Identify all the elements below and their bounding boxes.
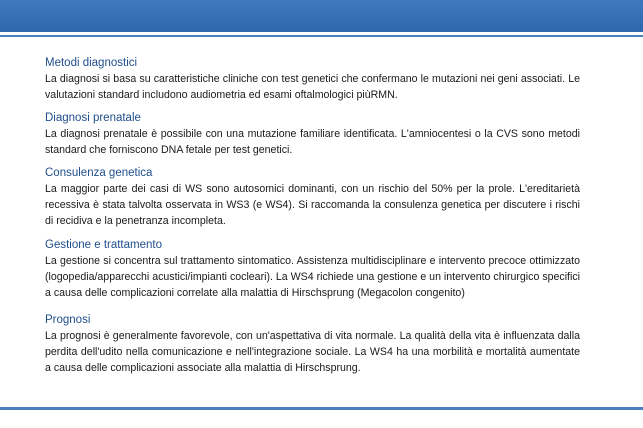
footer-divider <box>0 407 643 410</box>
header-divider <box>0 35 643 37</box>
section-gestione-trattamento <box>45 238 580 301</box>
section-metodi-diagnostici <box>45 56 580 103</box>
section-diagnosi-prenatale <box>45 111 580 158</box>
section-text: La prognosi è generalmente favorevole, con un'aspettativa di vita normale. La qualità della vita è influenzata dalla perdita dell'udito nella comunicazione e nell'integrazione sociale. La WS4 ha una morbilità e mortalità aumentate a causa delle complicazioni associate alla malattia di Hirschsprung. <box>45 330 580 374</box>
section-heading: Diagnosi prenatale <box>45 112 141 124</box>
section-heading: Consulenza genetica <box>45 167 153 179</box>
section-consulenza-genetica <box>45 166 580 229</box>
section-text: La maggior parte dei casi di WS sono autosomici dominanti, con un rischio del 50% per la prole. L'ereditarietà recessiva è stata talvolta osservata in WS3 (e WS4). Si raccomanda la consulenza genetica per discutere i rischi di recidiva e la penetranza incompleta. <box>45 183 580 227</box>
section-heading: Prognosi <box>45 314 91 326</box>
content-area <box>45 56 580 376</box>
section-text: La gestione si concentra sul trattamento sintomatico. Assistenza multidisciplinare e intervento precoce ottimizzato (logopedia/apparecchi acustici/impianti cocleari). La WS4 richiede una gestione e un intervento chirurgico specifici a causa delle complicazioni correlate alla malattia di Hirschsprung (Megacolon congenito) <box>45 255 580 299</box>
section-text: La diagnosi prenatale è possibile con una mutazione familiare identificata. L'amniocentesi o la CVS sono metodi standard che forniscono DNA fetale per test genetici. <box>45 128 580 156</box>
header-bar <box>0 0 643 32</box>
section-text: La diagnosi si basa su caratteristiche cliniche con test genetici che confermano le mutazioni nei geni associati. Le valutazioni standard includono audiometria ed esami oftalmologici piùRMN. <box>45 73 580 101</box>
section-heading: Gestione e trattamento <box>45 239 162 251</box>
section-prognosi <box>45 313 580 376</box>
section-heading: Metodi diagnostici <box>45 57 138 69</box>
